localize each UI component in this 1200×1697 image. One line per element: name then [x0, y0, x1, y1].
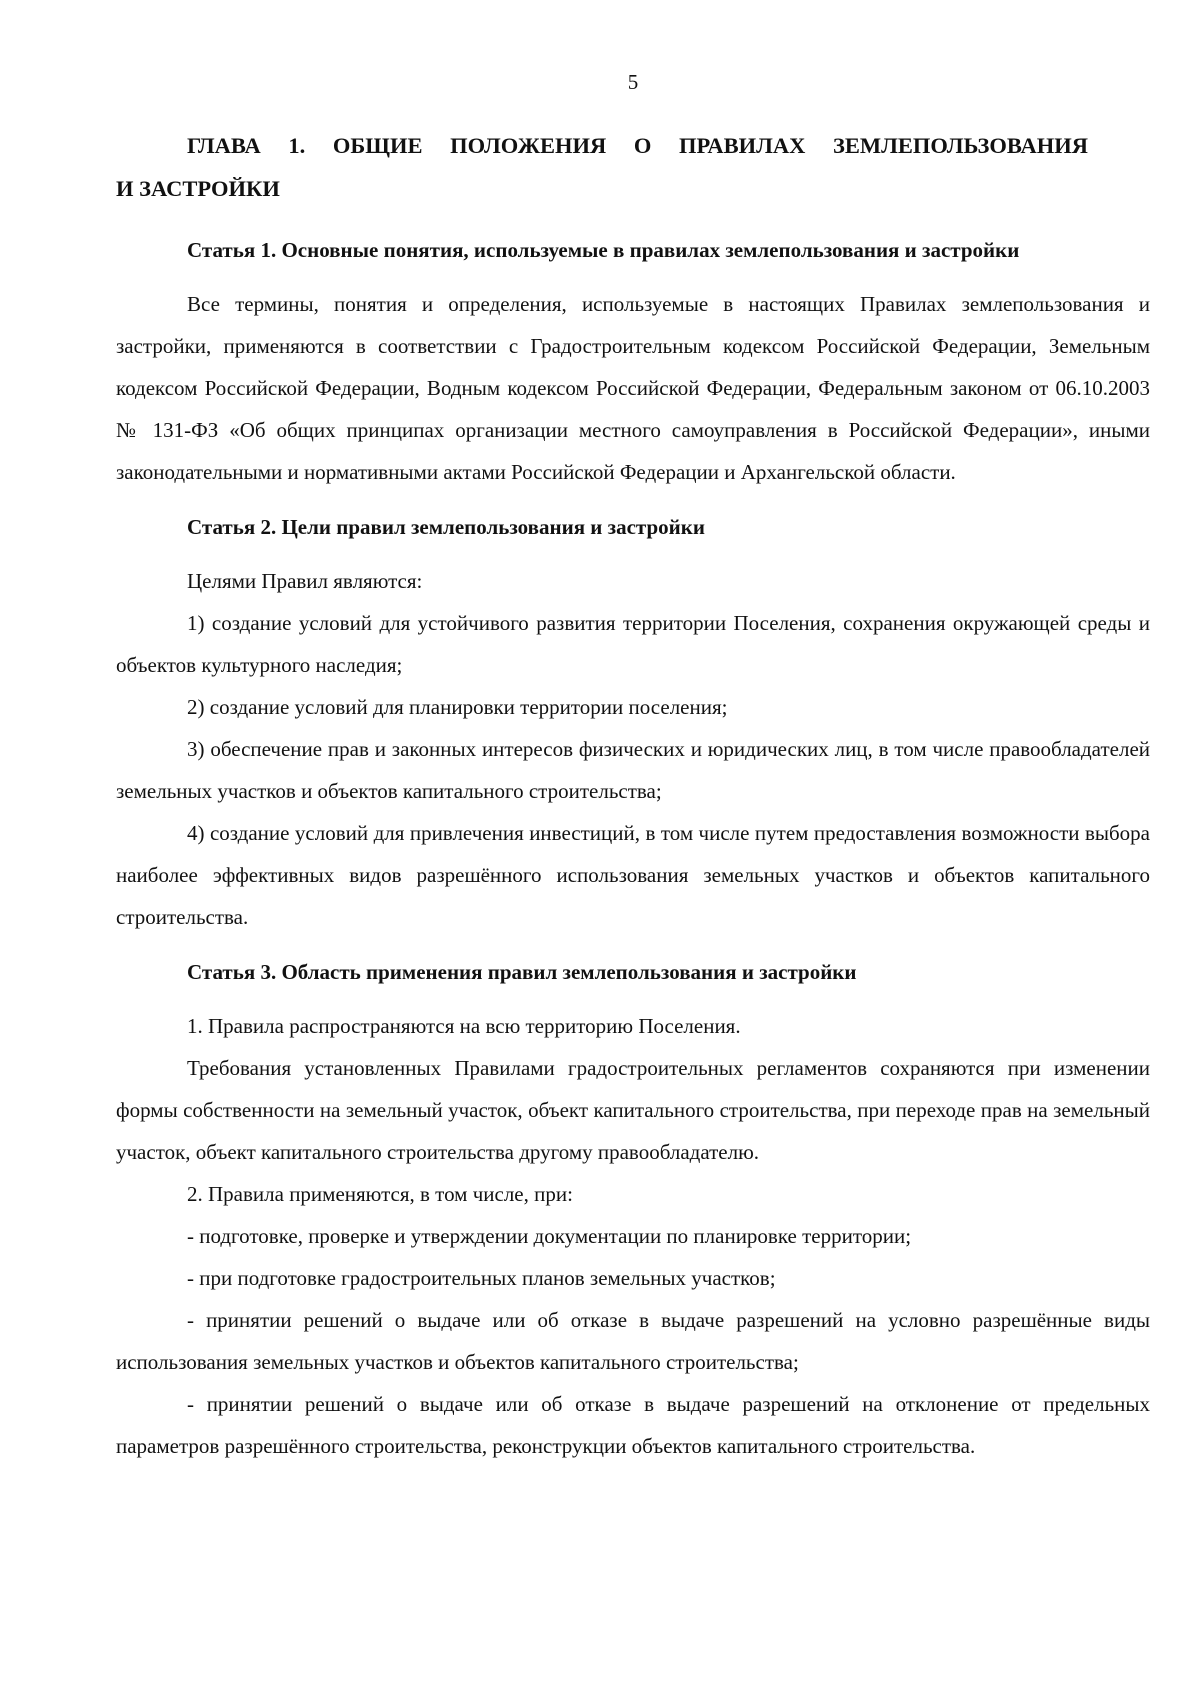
article-2-item-3: 3) обеспечение прав и законных интересов физических и юридических лиц, в том числе правообладателей земельных участков и объектов капитального строительства; — [116, 737, 1150, 803]
article-1-paragraph: Все термины, понятия и определения, используемые в настоящих Правилах землепользования и застройки, применяются в соответствии с Градостроительным кодексом Российской Федерации, Земельным кодексом Российской Федерации, Водным кодексом Российской Федерации, Федеральным законом от 06.10.2003 № 131-ФЗ «Об общих принципах организации местного самоуправления в Российской Федерации», иными законодательными и нормативными актами Российской Федерации и Архангельской области. — [116, 292, 1150, 484]
article-2-intro: Целями Правил являются: — [187, 569, 423, 593]
article-3-list-item-1: - подготовке, проверке и утверждении документации по планировке территории; — [187, 1224, 912, 1248]
article-2-item-4: 4) создание условий для привлечения инвестиций, в том числе путем предоставления возможности выбора наиболее эффективных видов разрешённого использования земельных участков и объектов капитального строительства. — [116, 821, 1150, 929]
article-3-paragraph-3: 2. Правила применяются, в том числе, при: — [187, 1182, 573, 1206]
section-gap — [116, 493, 1150, 506]
article-2-item-1: 1) создание условий для устойчивого развития территории Поселения, сохранения окружающей среды и объектов культурного наследия; — [116, 611, 1150, 677]
article-3-heading: Статья 3. Область применения правил землепользования и застройки — [187, 960, 857, 984]
article-3-paragraph-1: 1. Правила распространяются на всю территорию Поселения. — [187, 1014, 741, 1038]
article-3-list-item-4: - принятии решений о выдаче или об отказе в выдаче разрешений на отклонение от предельных параметров разрешённого строительства, реконструкции объектов капитального строительства. — [116, 1392, 1150, 1458]
article-2-item-2: 2) создание условий для планировки территории поселения; — [187, 695, 728, 719]
article-2-heading: Статья 2. Цели правил землепользования и застройки — [187, 515, 705, 539]
article-3-list-item-3: - принятии решений о выдаче или об отказе в выдаче разрешений на условно разрешённые виды использования земельных участков и объектов капитального строительства; — [116, 1308, 1150, 1374]
document-page — [116, 70, 1150, 1467]
page-number: 5 — [627, 70, 639, 94]
section-gap — [116, 938, 1150, 951]
article-3-paragraph-2: Требования установленных Правилами градостроительных регламентов сохраняются при изменении формы собственности на земельный участок, объект капитального строительства, при переходе прав на земельный участок, объект капитального строительства другому правообладателю. — [116, 1056, 1150, 1164]
chapter-title — [116, 124, 1150, 210]
chapter-title-line1: ГЛАВА 1. ОБЩИЕ ПОЛОЖЕНИЯ О ПРАВИЛАХ ЗЕМЛЕПОЛЬЗОВАНИЯ — [187, 133, 1088, 158]
article-3-list-item-2: - при подготовке градостроительных планов земельных участков; — [187, 1266, 776, 1290]
chapter-title-line2: И ЗАСТРОЙКИ — [116, 176, 280, 201]
article-1-heading: Статья 1. Основные понятия, используемые в правилах землепользования и застройки — [187, 238, 1020, 262]
